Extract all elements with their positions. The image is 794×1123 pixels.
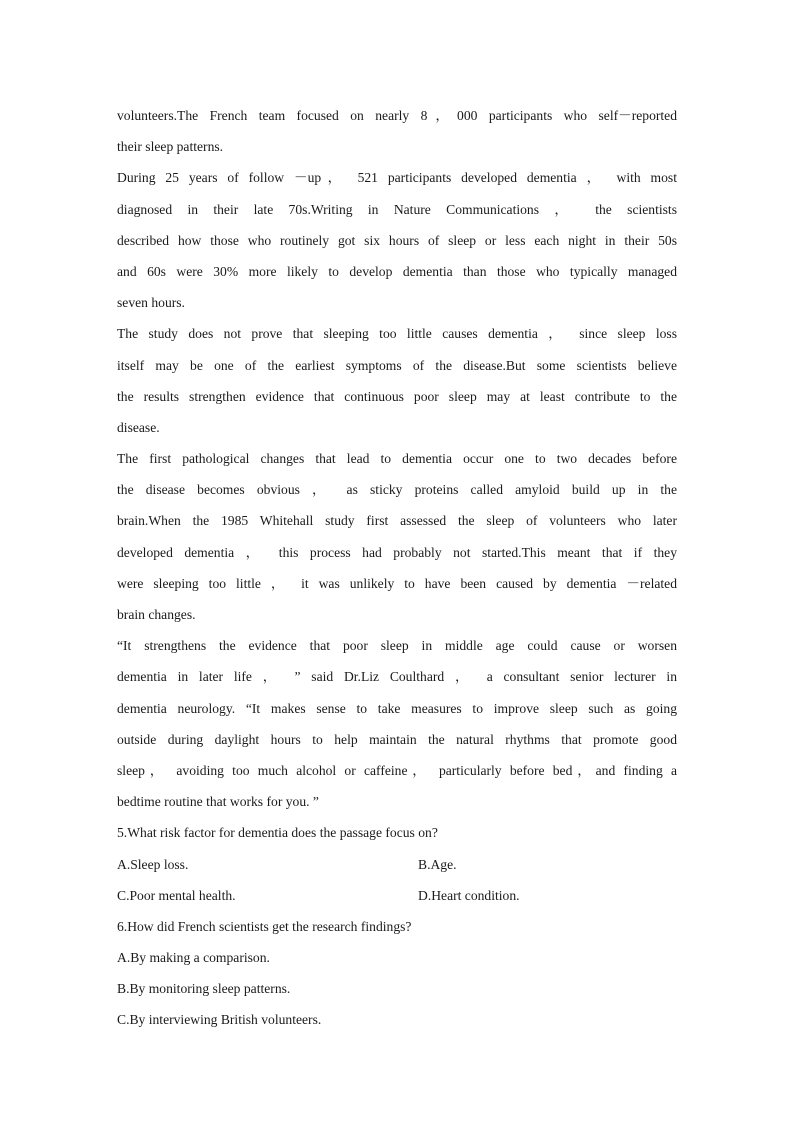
option-a: A.Sleep loss.: [117, 856, 189, 872]
text-line: disease.: [117, 419, 160, 435]
text-line: developed dementia ， this process had probably not started.This meant that if they: [117, 544, 677, 560]
question-6: [117, 911, 677, 1036]
text-line: sleep， avoiding too much alcohol or caffeine， particularly before bed，and finding a: [117, 762, 677, 778]
text-line: brain changes.: [117, 607, 196, 622]
text-line: “It strengthens the evidence that poor sleep in middle age could cause or worsen: [117, 638, 677, 654]
question-5: [117, 817, 677, 911]
text-line: dementia in later life ， ” said Dr.Liz Coulthard ， a consultant senior lecturer in: [117, 669, 677, 685]
text-line: outside during daylight hours to help maintain the natural rhythms that promote good: [117, 731, 677, 747]
text-line: bedtime routine that works for you. ”: [117, 794, 319, 810]
text-line: volunteers.The French team focused on nearly 8，000 participants who self－reported: [117, 108, 677, 123]
option-c: C.Poor mental health.: [117, 887, 236, 903]
text-line: described how those who routinely got six hours of sleep or less each night in their 50s: [117, 232, 677, 248]
text-line: brain.When the 1985 Whitehall study first assessed the sleep of volunteers who later: [117, 513, 677, 529]
option-row: [117, 849, 677, 880]
document-body: [117, 100, 677, 1036]
option-c: C.By interviewing British volunteers.: [117, 1012, 322, 1028]
text-line: itself may be one of the earliest symptoms of the disease.But some scientists believe: [117, 357, 677, 373]
option-a: A.By making a comparison.: [117, 950, 270, 966]
paragraph-3: [117, 318, 677, 443]
text-line: The study does not prove that sleeping too little causes dementia ， since sleep loss: [117, 326, 677, 342]
text-line: and 60s were 30% more likely to develop dementia than those who typically managed: [117, 263, 677, 279]
text-line: During 25 years of follow －up， 521 participants developed dementia ， with most: [117, 170, 677, 186]
option-b: B.Age.: [418, 856, 457, 872]
text-line: the results strengthen evidence that continuous poor sleep may at least contribute to the: [117, 388, 677, 404]
question-stem: 6.How did French scientists get the research findings?: [117, 918, 412, 934]
paragraph-5: [117, 630, 677, 817]
text-line: were sleeping too little ， it was unlikely to have been caused by dementia －related: [117, 575, 677, 591]
option-d: D.Heart condition.: [418, 887, 520, 903]
text-line: their sleep patterns.: [117, 139, 224, 155]
text-line: the disease becomes obvious ， as sticky proteins called amyloid build up in the: [117, 482, 677, 498]
question-stem: 5.What risk factor for dementia does the passage focus on?: [117, 825, 438, 841]
text-line: The first pathological changes that lead to dementia occur one to two decades before: [117, 451, 677, 467]
text-line: diagnosed in their late 70s.Writing in Nature Communications ， the scientists: [117, 201, 677, 217]
paragraph-2: [117, 162, 677, 318]
option-b: B.By monitoring sleep patterns.: [117, 981, 291, 997]
paragraph-1: [117, 100, 677, 162]
option-row: [117, 880, 677, 911]
text-line: dementia neurology. “It makes sense to take measures to improve sleep such as going: [117, 700, 677, 716]
paragraph-4: [117, 443, 677, 630]
text-line: seven hours.: [117, 295, 185, 311]
